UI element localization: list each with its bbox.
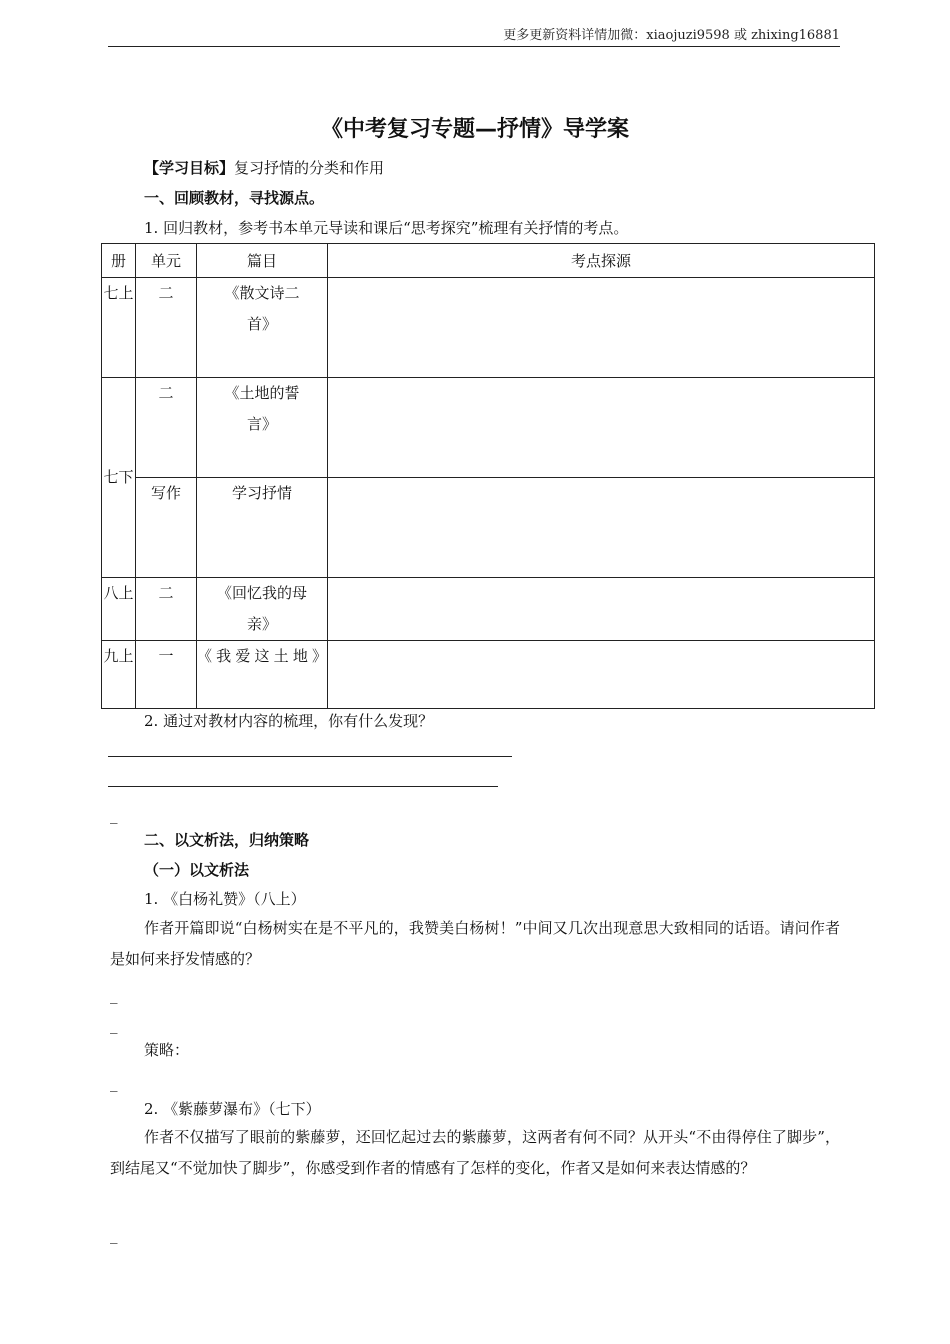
exam-point-table [101, 243, 875, 709]
page-title: 《中考复习专题—抒情》导学案 [320, 117, 629, 142]
cell-title: 《我爱这土地》 [197, 641, 328, 709]
learning-objective [144, 158, 384, 178]
cell-title: 《土地的誓言》 [197, 378, 328, 478]
blank-marker: _ [110, 1226, 118, 1244]
item1-strategy-label: 策略： [144, 1041, 190, 1059]
cell-source-answer[interactable] [328, 578, 875, 641]
cell-source-answer[interactable] [328, 641, 875, 709]
cell-unit: 二 [136, 278, 197, 378]
table-row [102, 641, 875, 709]
cell-volume: 七下 [102, 378, 136, 578]
cell-volume: 九上 [102, 641, 136, 709]
item1-question: 作者开篇即说“白杨树实在是不平凡的，我赞美白杨树！”中间又几次出现意思大致相同的话语。请问作者是如何来抒发情感的？ [110, 919, 840, 968]
table-row [102, 278, 875, 378]
cell-unit: 二 [136, 578, 197, 641]
section1-heading: 一、回顾教材，寻找源点。 [144, 189, 325, 207]
blank-marker: _ [110, 986, 118, 1004]
cell-title: 学习抒情 [197, 478, 328, 578]
cell-source-answer[interactable] [328, 378, 875, 478]
item2-question: 作者不仅描写了眼前的紫藤萝，还回忆起过去的紫藤萝，这两者有何不同？从开头“不由得停住了脚步”，到结尾又“不觉加快了脚步”，你感受到作者的情感有了怎样的变化，作者又是如何来表达情感的？ [110, 1128, 840, 1177]
section1-question-2: 2. 通过对教材内容的梳理，你有什么发现？ [144, 712, 434, 730]
item1-title: 1. 《白杨礼赞》（八上） [144, 890, 306, 908]
cell-volume: 七上 [102, 278, 136, 378]
cell-unit: 二 [136, 378, 197, 478]
section2-heading: 二、以文析法，归纳策略 [144, 831, 310, 849]
header-volume: 册 [102, 244, 136, 278]
item2-title: 2. 《紫藤萝瀑布》（七下） [144, 1100, 321, 1118]
table-row [102, 578, 875, 641]
header-source: 考点探源 [328, 244, 875, 278]
answer-line-1[interactable] [108, 756, 512, 757]
cell-title: 《回忆我的母亲》 [197, 578, 328, 641]
header-contact-text: 更多更新资料详情加微：xiaojuzi9598 或 zhixing16881 [503, 28, 840, 43]
cell-volume: 八上 [102, 578, 136, 641]
cell-source-answer[interactable] [328, 478, 875, 578]
objective-text: 复习抒情的分类和作用 [234, 159, 385, 177]
blank-marker: _ [110, 1074, 118, 1092]
cell-source-answer[interactable] [328, 278, 875, 378]
table-row [102, 478, 875, 578]
answer-line-2[interactable] [108, 786, 498, 787]
cell-title: 《散文诗二首》 [197, 278, 328, 378]
objective-label: 【学习目标】 [144, 159, 235, 177]
blank-marker: _ [110, 806, 118, 824]
header-unit: 单元 [136, 244, 197, 278]
cell-unit: 写作 [136, 478, 197, 578]
cell-unit: 一 [136, 641, 197, 709]
section1-question-1: 1. 回归教材，参考书本单元导读和课后“思考探究”梳理有关抒情的考点。 [144, 219, 629, 237]
table-header-row [102, 244, 875, 278]
header-title: 篇目 [197, 244, 328, 278]
blank-marker: _ [110, 1016, 118, 1034]
page-header [108, 28, 840, 47]
section2-subheading: （一）以文析法 [144, 861, 250, 879]
table-row [102, 378, 875, 478]
